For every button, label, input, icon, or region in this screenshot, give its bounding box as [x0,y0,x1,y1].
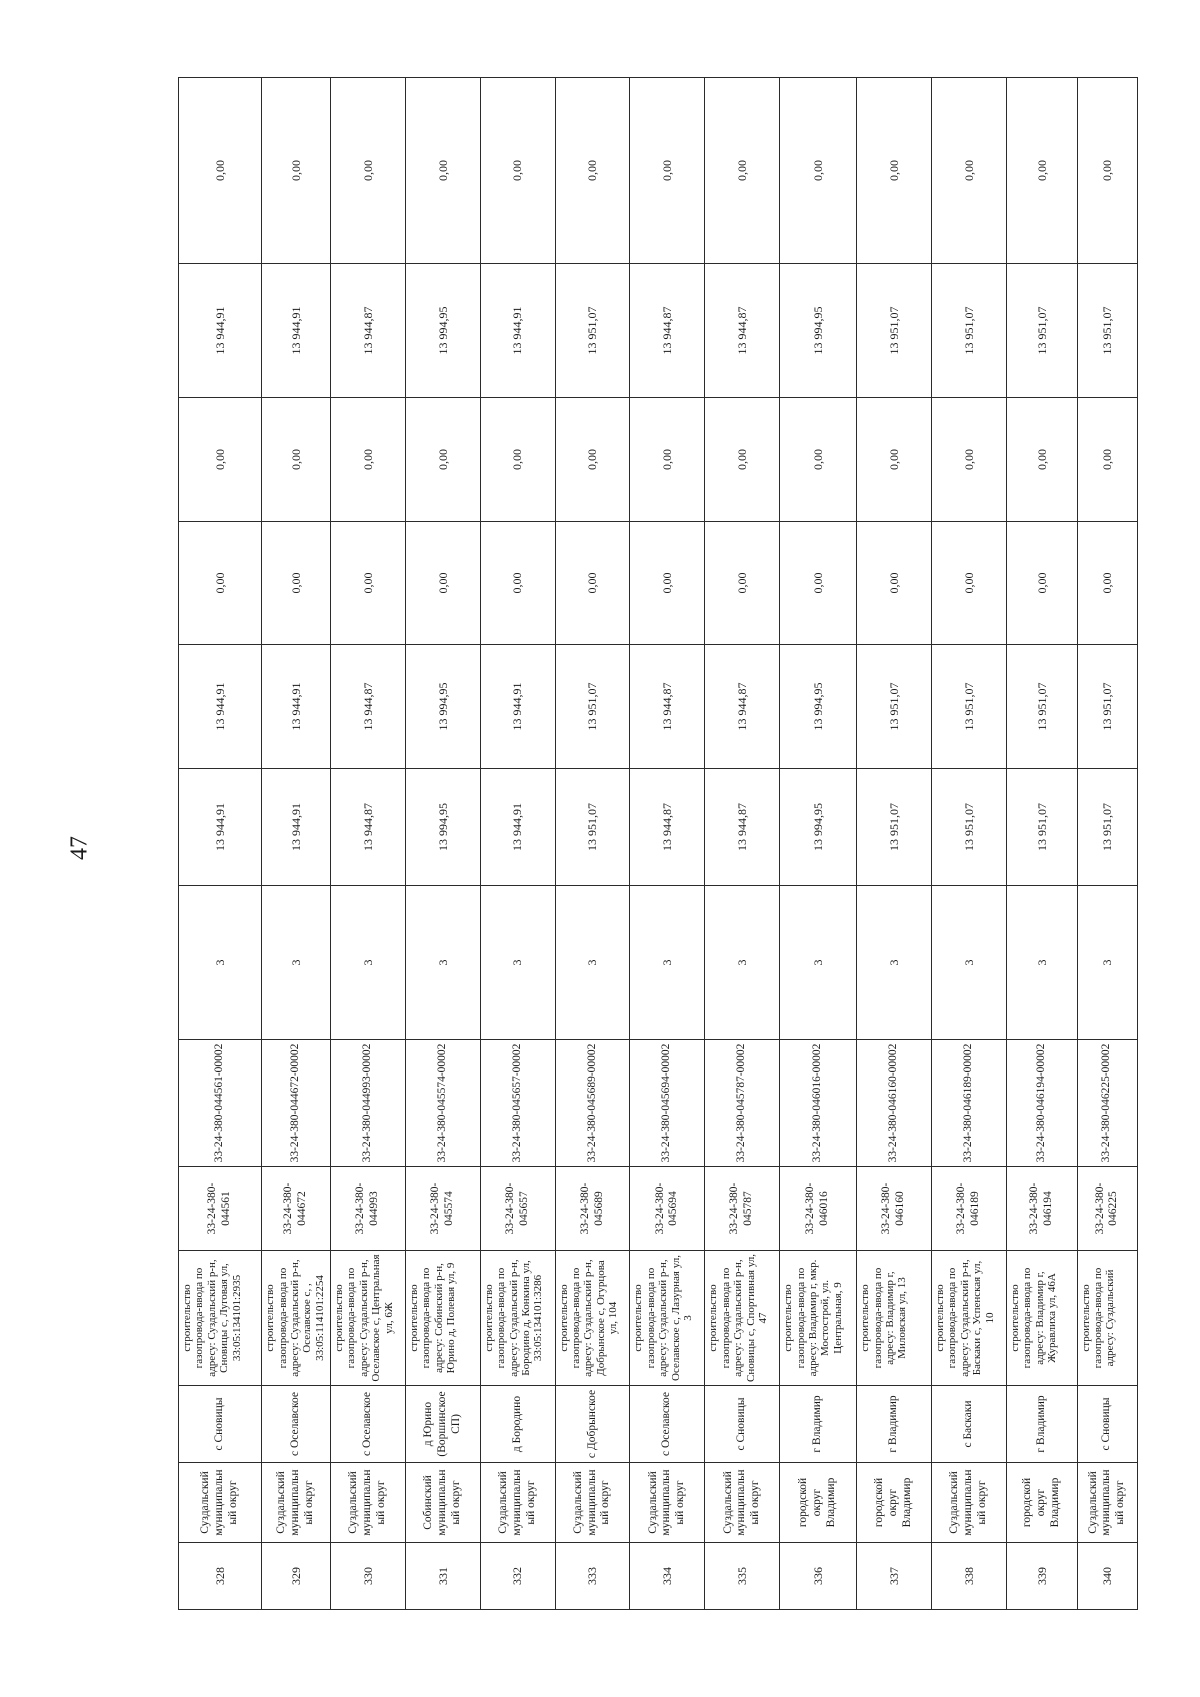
cell-value-5: 13 951,07 [1077,264,1137,398]
cell-code-full: 33-24-380-045787-00002 [705,1040,780,1167]
rotated-table-content [178,78,1138,1610]
cell-value-2: 13 944,91 [480,645,555,769]
cell-description: строительство газопровода-ввода по адресу: Владимир г, мкр. Мостострой, ул. Центральная, 9 [780,1251,857,1386]
cell-value-4: 0,00 [179,398,262,522]
cell-value-1: 13 951,07 [857,769,932,886]
cell-value-4: 0,00 [630,398,705,522]
cell-value-3: 0,00 [262,522,331,645]
cell-row-number: 334 [630,1543,705,1610]
cell-code: 33-24-380-046189 [932,1167,1007,1251]
cell-value-1: 13 944,91 [179,769,262,886]
cell-value-5: 13 944,91 [262,264,331,398]
cell-value-2: 13 994,95 [405,645,480,769]
cell-value-2: 13 944,87 [705,645,780,769]
cell-code: 33-24-380-045787 [705,1167,780,1251]
table-row [705,78,780,1610]
cell-value-6: 0,00 [705,78,780,264]
cell-description: строительство газопровода-ввода по адресу: Владимир г, Миловская ул, 13 [857,1251,932,1386]
cell-value-6: 0,00 [555,78,630,264]
cell-value-3: 0,00 [705,522,780,645]
cell-value-3: 0,00 [932,522,1007,645]
table-row [179,78,262,1610]
cell-row-number: 332 [480,1543,555,1610]
cell-locality: с Баскаки [932,1386,1007,1463]
cell-district: городской округ Владимир [857,1463,932,1543]
cell-code: 33-24-380-046194 [1006,1167,1077,1251]
cell-code: 33-24-380-044993 [330,1167,405,1251]
cell-value-3: 0,00 [630,522,705,645]
cell-value-1: 13 951,07 [1077,769,1137,886]
cell-value-2: 13 951,07 [1006,645,1077,769]
cell-district: Суздальский муниципальный округ [1077,1463,1137,1543]
cell-quantity: 3 [262,886,331,1040]
table-row [555,78,630,1610]
table-row [1006,78,1077,1610]
cell-code-full: 33-24-380-046225-00002 [1077,1040,1137,1167]
cell-row-number: 330 [330,1543,405,1610]
cell-code-full: 33-24-380-046160-00002 [857,1040,932,1167]
cell-quantity: 3 [330,886,405,1040]
cell-value-1: 13 944,87 [630,769,705,886]
cell-locality: г Владимир [780,1386,857,1463]
cell-value-3: 0,00 [179,522,262,645]
cell-value-1: 13 951,07 [932,769,1007,886]
cell-locality: г Владимир [857,1386,932,1463]
cell-quantity: 3 [857,886,932,1040]
cell-value-2: 13 994,95 [780,645,857,769]
cell-district: Суздальский муниципальный округ [480,1463,555,1543]
cell-value-4: 0,00 [1006,398,1077,522]
cell-quantity: 3 [1077,886,1137,1040]
cell-value-4: 0,00 [1077,398,1137,522]
cell-value-6: 0,00 [262,78,331,264]
cell-district: Суздальский муниципальный округ [555,1463,630,1543]
cell-row-number: 329 [262,1543,331,1610]
rotated-table-frame [178,78,1138,1610]
cell-locality: д Юрино (Воршинское СП) [405,1386,480,1463]
cell-value-2: 13 951,07 [555,645,630,769]
cell-code-full: 33-24-380-045574-00002 [405,1040,480,1167]
page-number: 47 [66,836,93,860]
cell-row-number: 335 [705,1543,780,1610]
cell-locality: с Оселавское [330,1386,405,1463]
cell-value-3: 0,00 [330,522,405,645]
cell-quantity: 3 [780,886,857,1040]
cell-value-1: 13 944,91 [262,769,331,886]
cell-value-5: 13 951,07 [932,264,1007,398]
cell-value-5: 13 951,07 [857,264,932,398]
cell-quantity: 3 [555,886,630,1040]
table-row [1077,78,1137,1610]
cell-value-6: 0,00 [630,78,705,264]
cell-code-full: 33-24-380-044561-00002 [179,1040,262,1167]
cell-locality: с Сновицы [1077,1386,1137,1463]
register-table [178,77,1138,1610]
cell-value-1: 13 944,91 [480,769,555,886]
cell-row-number: 340 [1077,1543,1137,1610]
cell-value-2: 13 944,91 [179,645,262,769]
cell-locality: г Владимир [1006,1386,1077,1463]
cell-value-5: 13 944,91 [179,264,262,398]
cell-value-2: 13 951,07 [1077,645,1137,769]
cell-value-3: 0,00 [405,522,480,645]
cell-row-number: 338 [932,1543,1007,1610]
cell-description: строительство газопровода-ввода по адресу: Суздальский р-н, Сновицы с, Спортивная ул, 47 [705,1251,780,1386]
cell-value-3: 0,00 [1006,522,1077,645]
cell-locality: с Оселавское [262,1386,331,1463]
cell-code: 33-24-380-045694 [630,1167,705,1251]
cell-value-6: 0,00 [480,78,555,264]
table-row [262,78,331,1610]
cell-value-2: 13 944,91 [262,645,331,769]
cell-value-4: 0,00 [555,398,630,522]
cell-code-full: 33-24-380-045689-00002 [555,1040,630,1167]
cell-district: Суздальский муниципальный округ [630,1463,705,1543]
cell-value-5: 13 951,07 [555,264,630,398]
cell-row-number: 328 [179,1543,262,1610]
table-row [630,78,705,1610]
cell-value-3: 0,00 [857,522,932,645]
cell-description: строительство газопровода-ввода по адресу: Владимир г, Журавлиха ул, 46А [1006,1251,1077,1386]
cell-value-4: 0,00 [857,398,932,522]
cell-code-full: 33-24-380-045657-00002 [480,1040,555,1167]
cell-value-3: 0,00 [780,522,857,645]
cell-district: городской округ Владимир [780,1463,857,1543]
cell-row-number: 337 [857,1543,932,1610]
cell-description: строительство газопровода-ввода по адресу: Суздальский р-н, Добрынское с, Огурцова ул, 104 [555,1251,630,1386]
cell-district: Суздальский муниципальный округ [932,1463,1007,1543]
cell-value-5: 13 944,87 [630,264,705,398]
cell-code: 33-24-380-045657 [480,1167,555,1251]
table-row [780,78,857,1610]
cell-locality: д Бородино [480,1386,555,1463]
cell-value-6: 0,00 [932,78,1007,264]
cell-value-4: 0,00 [480,398,555,522]
cell-district: городской округ Владимир [1006,1463,1077,1543]
cell-value-1: 13 994,95 [780,769,857,886]
cell-district: Собинский муниципальный округ [405,1463,480,1543]
cell-value-2: 13 951,07 [932,645,1007,769]
cell-value-4: 0,00 [262,398,331,522]
cell-code: 33-24-380-045574 [405,1167,480,1251]
cell-value-1: 13 994,95 [405,769,480,886]
cell-value-6: 0,00 [405,78,480,264]
cell-locality: с Сновицы [179,1386,262,1463]
cell-row-number: 333 [555,1543,630,1610]
table-row [932,78,1007,1610]
cell-code: 33-24-380-044561 [179,1167,262,1251]
cell-description: строительство газопровода-ввода по адресу: Суздальский р-н, Оселавское с, Лазурная ул, 3 [630,1251,705,1386]
cell-code-full: 33-24-380-044672-00002 [262,1040,331,1167]
cell-value-1: 13 951,07 [555,769,630,886]
cell-value-1: 13 951,07 [1006,769,1077,886]
cell-value-4: 0,00 [405,398,480,522]
table-row [330,78,405,1610]
cell-code-full: 33-24-380-046194-00002 [1006,1040,1077,1167]
cell-value-5: 13 944,87 [705,264,780,398]
cell-code-full: 33-24-380-046189-00002 [932,1040,1007,1167]
cell-value-6: 0,00 [179,78,262,264]
cell-value-1: 13 944,87 [705,769,780,886]
cell-code-full: 33-24-380-045694-00002 [630,1040,705,1167]
cell-quantity: 3 [1006,886,1077,1040]
cell-value-6: 0,00 [1006,78,1077,264]
table-body [179,78,1138,1610]
table-row [405,78,480,1610]
cell-code-full: 33-24-380-044993-00002 [330,1040,405,1167]
cell-quantity: 3 [705,886,780,1040]
cell-value-4: 0,00 [330,398,405,522]
cell-value-1: 13 944,87 [330,769,405,886]
cell-description: строительство газопровода-ввода по адресу: Суздальский р-н, Оселавское с, , 33:05:114101:2254 [262,1251,331,1386]
cell-value-2: 13 951,07 [857,645,932,769]
cell-quantity: 3 [179,886,262,1040]
cell-value-5: 13 951,07 [1006,264,1077,398]
cell-value-6: 0,00 [857,78,932,264]
cell-quantity: 3 [405,886,480,1040]
cell-value-4: 0,00 [780,398,857,522]
cell-locality: с Добрынское [555,1386,630,1463]
cell-value-3: 0,00 [555,522,630,645]
cell-district: Суздальский муниципальный округ [705,1463,780,1543]
cell-row-number: 331 [405,1543,480,1610]
cell-value-2: 13 944,87 [330,645,405,769]
cell-code: 33-24-380-044672 [262,1167,331,1251]
cell-description: строительство газопровода-ввода по адресу: Собинский р-н, Юрино д, Полевая ул, 9 [405,1251,480,1386]
cell-value-6: 0,00 [780,78,857,264]
cell-row-number: 336 [780,1543,857,1610]
cell-district: Суздальский муниципальный округ [330,1463,405,1543]
cell-row-number: 339 [1006,1543,1077,1610]
cell-locality: с Сновицы [705,1386,780,1463]
cell-value-3: 0,00 [1077,522,1137,645]
cell-value-6: 0,00 [1077,78,1137,264]
cell-description: строительство газопровода-ввода по адресу: Суздальский [1077,1251,1137,1386]
cell-value-4: 0,00 [705,398,780,522]
cell-district: Суздальский муниципальный округ [179,1463,262,1543]
cell-code: 33-24-380-046225 [1077,1167,1137,1251]
cell-value-5: 13 994,95 [780,264,857,398]
cell-code: 33-24-380-046160 [857,1167,932,1251]
cell-quantity: 3 [630,886,705,1040]
table-row [857,78,932,1610]
cell-value-6: 0,00 [330,78,405,264]
cell-code: 33-24-380-046016 [780,1167,857,1251]
cell-code-full: 33-24-380-046016-00002 [780,1040,857,1167]
cell-value-5: 13 994,95 [405,264,480,398]
cell-description: строительство газопровода-ввода по адресу: Суздальский р-н, Сновицы с, Луговая ул, 33:05:134101:2935 [179,1251,262,1386]
cell-value-5: 13 944,87 [330,264,405,398]
cell-value-2: 13 944,87 [630,645,705,769]
cell-value-4: 0,00 [932,398,1007,522]
table-row [480,78,555,1610]
cell-value-5: 13 944,91 [480,264,555,398]
cell-quantity: 3 [480,886,555,1040]
cell-description: строительство газопровода-ввода по адресу: Суздальский р-н, Бородино д, Конкина ул, 33:05:134101:3286 [480,1251,555,1386]
cell-locality: с Оселавское [630,1386,705,1463]
cell-district: Суздальский муниципальный округ [262,1463,331,1543]
cell-description: строительство газопровода-ввода по адресу: Суздальский р-н, Баскаки с, Успенская ул, 10 [932,1251,1007,1386]
cell-quantity: 3 [932,886,1007,1040]
cell-description: строительство газопровода-ввода по адресу: Суздальский р-н, Оселавское с, Центральная ул, 6Ж [330,1251,405,1386]
cell-value-3: 0,00 [480,522,555,645]
cell-code: 33-24-380-045689 [555,1167,630,1251]
